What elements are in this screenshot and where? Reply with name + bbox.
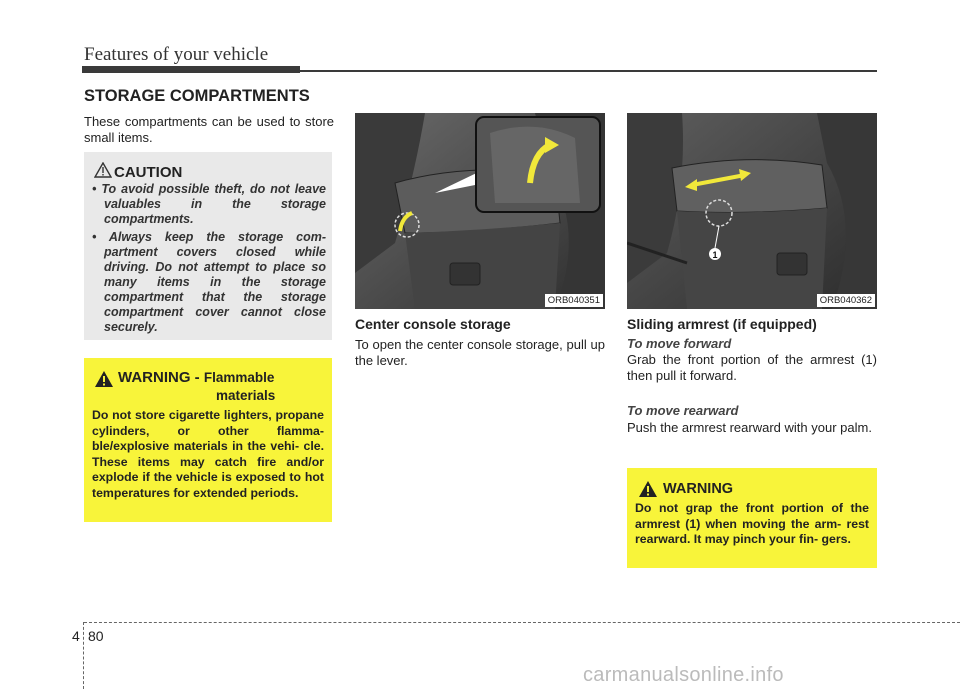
move-forward-title: To move forward xyxy=(627,336,732,351)
center-console-photo xyxy=(355,113,605,309)
caution-item: • To avoid possible theft, do not leave valuables in the storage compartments. xyxy=(92,182,326,226)
footer-divider xyxy=(83,622,84,689)
warning-triangle-icon xyxy=(94,370,114,388)
armrest-callout-number: 1 xyxy=(712,250,718,260)
caution-item: • Always keep the storage com- partment covers closed while driving. Do not attempt to place so many items in the storage compartment that the storage compartment cover cannot close securely. xyxy=(92,230,326,334)
warning-subtitle-2: materials xyxy=(216,388,276,403)
sliding-armrest-title: Sliding armrest (if equipped) xyxy=(627,316,817,332)
warning-armrest-body: Do not grap the front portion of the armrest (1) when moving the arm- rest rearward. It may pinch your fin- gers. xyxy=(635,501,869,546)
warning-triangle-icon xyxy=(638,480,658,498)
section-title: STORAGE COMPARTMENTS xyxy=(84,87,310,105)
chapter-number: 4 xyxy=(72,628,80,644)
caution-list xyxy=(92,182,326,338)
watermark-text: carmanualsonline.info xyxy=(583,664,784,686)
sliding-armrest-photo xyxy=(627,113,877,309)
caution-title: CAUTION xyxy=(114,164,183,181)
caution-triangle-icon xyxy=(94,162,112,178)
warning-label: WARNING - xyxy=(118,369,200,386)
header-bar xyxy=(82,66,300,73)
sliding-armrest-illustration xyxy=(627,113,877,309)
center-console-title: Center console storage xyxy=(355,316,511,332)
page-number: 80 xyxy=(88,628,104,644)
warning-flammable-body: Do not store cigarette lighters, propane cylinders, or other flamma- ble/explosive materials in the vehi- cle. These items may catch fire and/or explode if the vehicle is exposed to hot temperatures for extended periods. xyxy=(92,408,324,500)
move-rearward-body: Push the armrest rearward with your palm. xyxy=(627,420,872,435)
footer-rule xyxy=(84,622,960,623)
page-header-title: Features of your vehicle xyxy=(84,44,269,65)
center-console-illustration xyxy=(355,113,605,309)
center-console-body: To open the center console storage, pull up the lever. xyxy=(355,337,605,368)
photo-code-label: ORB040362 xyxy=(817,294,875,307)
photo-code-label: ORB040351 xyxy=(545,294,603,307)
warning-armrest-title: WARNING xyxy=(663,481,734,497)
warning-flammable-box xyxy=(84,358,332,522)
warning-flammable-title xyxy=(118,370,274,385)
warning-subtitle-1: Flammable xyxy=(203,370,275,385)
move-forward-body: Grab the front portion of the armrest (1) then pull it forward. xyxy=(627,352,877,383)
section-intro: These compartments can be used to store small items. xyxy=(84,114,334,145)
move-rearward-title: To move rearward xyxy=(627,403,739,418)
caution-box xyxy=(84,152,332,340)
warning-armrest-box xyxy=(627,468,877,568)
header-rule xyxy=(300,70,877,72)
